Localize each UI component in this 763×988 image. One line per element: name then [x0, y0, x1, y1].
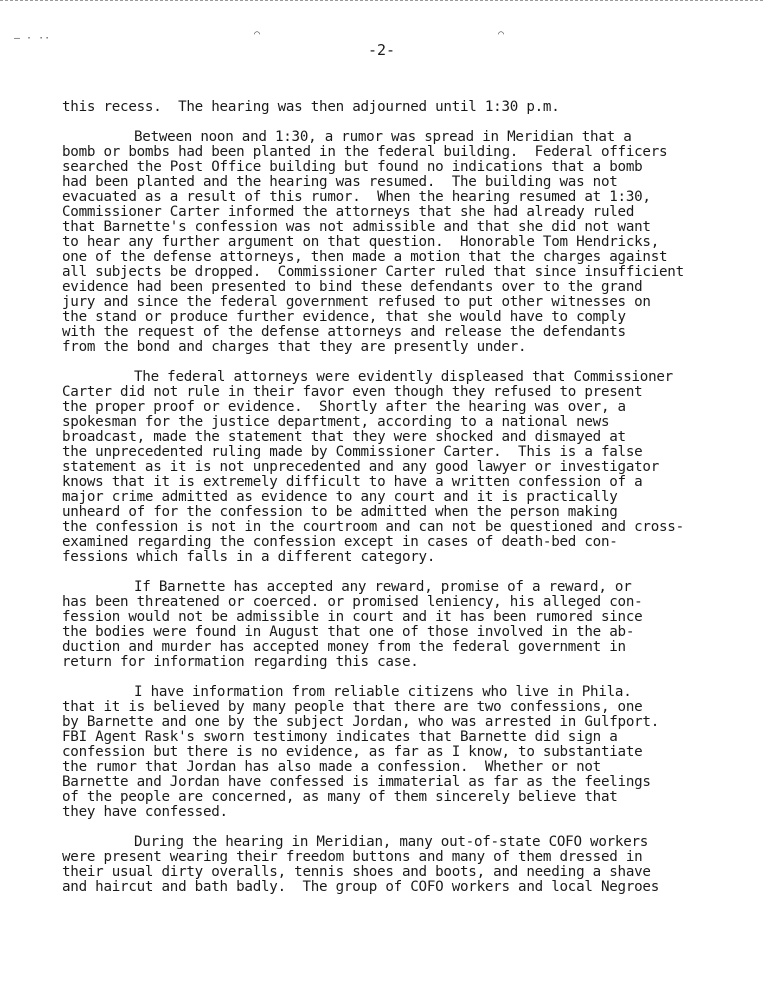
text-line: knows that it is extremely difficult to have a written confession of a [62, 474, 643, 490]
text-line: evidence had been presented to bind these defendants over to the grand [62, 279, 643, 295]
text-line: this recess. The hearing was then adjourned until 1:30 p.m. [62, 99, 560, 115]
text-line: one of the defense attorneys, then made a motion that the charges against [62, 249, 668, 265]
text-line: jury and since the federal government refused to put other witnesses on [62, 294, 651, 310]
text-line: the unprecedented ruling made by Commissioner Carter. This is a false [62, 444, 643, 460]
text-line: Commissioner Carter informed the attorneys that she had already ruled [62, 204, 635, 220]
text-line: that it is believed by many people that there are two confessions, one [62, 699, 643, 715]
text-line: the stand or produce further evidence, that she would have to comply [62, 309, 626, 325]
punch-hole-mark: ◠ [498, 29, 505, 40]
text-line: by Barnette and one by the subject Jordan, who was arrested in Gulfport. [62, 714, 659, 730]
text-line: the rumor that Jordan has also made a confession. Whether or not [62, 759, 601, 775]
paragraph [62, 685, 752, 820]
text-line: that Barnette's confession was not admissible and that she did not want [62, 219, 651, 235]
page-top-edge [0, 0, 763, 1]
text-line: they have confessed. [62, 804, 228, 820]
text-line: If Barnette has accepted any reward, promise of a reward, or [134, 579, 632, 595]
text-line: with the request of the defense attorneys and release the defendants [62, 324, 626, 340]
paragraph [62, 370, 752, 565]
punch-hole-mark: ◠ [254, 29, 261, 40]
text-line: FBI Agent Rask's sworn testimony indicates that Barnette did sign a [62, 729, 618, 745]
paragraph [62, 835, 752, 895]
text-line: fessions which falls in a different category. [62, 549, 436, 565]
text-line: their usual dirty overalls, tennis shoes and boots, and needing a shave [62, 864, 651, 880]
page-number: -2- [367, 41, 396, 59]
paragraph [62, 580, 752, 670]
text-line: The federal attorneys were evidently displeased that Commissioner [134, 369, 673, 385]
text-line: Carter did not rule in their favor even though they refused to present [62, 384, 643, 400]
text-line: broadcast, made the statement that they were shocked and dismayed at [62, 429, 626, 445]
text-line: had been planted and the hearing was resumed. The building was not [62, 174, 618, 190]
text-line: major crime admitted as evidence to any court and it is practically [62, 489, 618, 505]
text-line: confession but there is no evidence, as far as I know, to substantiate [62, 744, 643, 760]
scan-mark: – · ·· [14, 33, 51, 44]
text-line: duction and murder has accepted money from the federal government in [62, 639, 626, 655]
text-line: spokesman for the justice department, according to a national news [62, 414, 610, 430]
paragraph [62, 130, 752, 355]
text-line: Barnette and Jordan have confessed is immaterial as far as the feelings [62, 774, 651, 790]
text-line: evacuated as a result of this rumor. When the hearing resumed at 1:30, [62, 189, 651, 205]
text-line: the proper proof or evidence. Shortly after the hearing was over, a [62, 399, 626, 415]
text-line: bomb or bombs had been planted in the federal building. Federal officers [62, 144, 668, 160]
text-line: searched the Post Office building but found no indications that a bomb [62, 159, 643, 175]
text-line: examined regarding the confession except in cases of death-bed con- [62, 534, 618, 550]
paragraph [62, 100, 752, 115]
text-line: fession would not be admissible in court and it has been rumored since [62, 609, 643, 625]
text-line: all subjects be dropped. Commissioner Carter ruled that since insufficient [62, 264, 684, 280]
document-body [62, 100, 752, 910]
text-line: to hear any further argument on that question. Honorable Tom Hendricks, [62, 234, 659, 250]
text-line: the bodies were found in August that one of those involved in the ab- [62, 624, 635, 640]
text-line: the confession is not in the courtroom and can not be questioned and cross- [62, 519, 684, 535]
text-line: return for information regarding this case. [62, 654, 419, 670]
text-line: of the people are concerned, as many of them sincerely believe that [62, 789, 618, 805]
text-line: unheard of for the confession to be admitted when the person making [62, 504, 618, 520]
text-line: has been threatened or coerced. or promised leniency, his alleged con- [62, 594, 643, 610]
text-line: from the bond and charges that they are presently under. [62, 339, 527, 355]
text-line: were present wearing their freedom buttons and many of them dressed in [62, 849, 643, 865]
text-line: Between noon and 1:30, a rumor was spread in Meridian that a [134, 129, 632, 145]
text-line: statement as it is not unprecedented and any good lawyer or investigator [62, 459, 659, 475]
text-line: I have information from reliable citizens who live in Phila. [134, 684, 632, 700]
text-line: During the hearing in Meridian, many out-of-state COFO workers [134, 834, 649, 850]
text-line: and haircut and bath badly. The group of COFO workers and local Negroes [62, 879, 659, 895]
